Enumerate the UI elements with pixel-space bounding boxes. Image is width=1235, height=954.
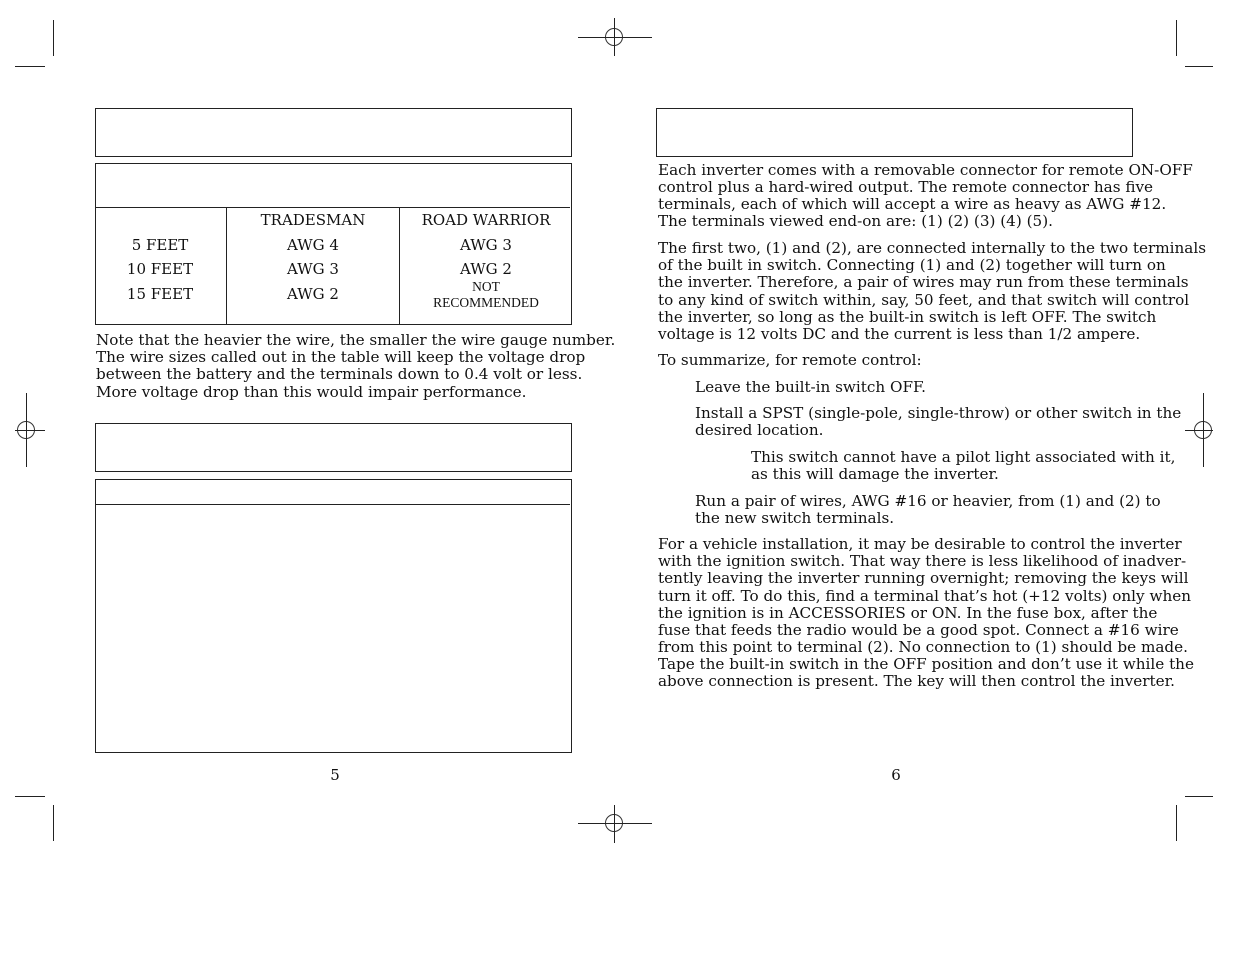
crop-mark bbox=[578, 37, 652, 38]
diagram-caption-divider bbox=[96, 504, 570, 505]
crop-mark bbox=[15, 66, 45, 67]
diagram-frame bbox=[95, 479, 572, 753]
note-line: Note that the heavier the wire, the smaller the wire gauge number. bbox=[96, 331, 616, 349]
paragraph-line: Install a SPST (single-pole, single-throw) or other switch in the bbox=[695, 404, 1182, 422]
table-cell-road-warrior: AWG 2 bbox=[460, 260, 512, 278]
crop-mark bbox=[53, 805, 54, 841]
table-cell-road-warrior: NOT RECOMMENDED bbox=[433, 279, 539, 310]
paragraph-line: Tape the built-in switch in the OFF position and don’t use it while the bbox=[658, 655, 1194, 673]
paragraph-line: as this will damage the inverter. bbox=[751, 465, 999, 483]
crop-mark bbox=[53, 20, 54, 56]
section-heading-box bbox=[95, 108, 572, 157]
paragraph-line: to any kind of switch within, say, 50 feet, and that switch will control bbox=[658, 291, 1190, 309]
paragraph-line: For a vehicle installation, it may be desirable to control the inverter bbox=[658, 535, 1182, 553]
column-header-tradesman: TRADESMAN bbox=[260, 211, 366, 229]
crop-mark bbox=[578, 823, 652, 824]
paragraph-line: Each inverter comes with a removable connector for remote ON-OFF bbox=[658, 161, 1193, 179]
wire-gauge-table bbox=[95, 163, 572, 325]
column-header-road-warrior: ROAD WARRIOR bbox=[421, 211, 551, 229]
paragraph-line: This switch cannot have a pilot light associated with it, bbox=[751, 448, 1176, 466]
crop-mark bbox=[1176, 20, 1177, 56]
step-leave-switch-off: Leave the built-in switch OFF. bbox=[695, 378, 926, 396]
paragraph-line: control plus a hard-wired output. The remote connector has five bbox=[658, 178, 1154, 196]
crop-mark bbox=[1185, 796, 1213, 797]
note-line: between the battery and the terminals down to 0.4 volt or less. bbox=[96, 365, 583, 383]
table-cell-road-warrior: AWG 3 bbox=[460, 236, 512, 254]
crop-mark bbox=[15, 430, 45, 431]
paragraph-line: voltage is 12 volts DC and the current is less than 1/2 ampere. bbox=[658, 325, 1141, 343]
paragraph-line: the inverter, so long as the built-in switch is left OFF. The switch bbox=[658, 308, 1157, 326]
table-cell-distance: 15 FEET bbox=[126, 285, 194, 303]
table-cell-tradesman: AWG 3 bbox=[287, 260, 339, 278]
paragraph-line: The terminals viewed end-on are: (1) (2) (3) (4) (5). bbox=[658, 212, 1053, 230]
crop-mark bbox=[1185, 66, 1213, 67]
page-number: 6 bbox=[891, 766, 901, 784]
crop-mark bbox=[1176, 805, 1177, 841]
page-number: 5 bbox=[330, 766, 340, 784]
paragraph-line: terminals, each of which will accept a wire as heavy as AWG #12. bbox=[658, 195, 1167, 213]
table-cell-distance: 10 FEET bbox=[126, 260, 194, 278]
paragraph-line: with the ignition switch. That way there is less likelihood of inadver- bbox=[658, 552, 1187, 570]
table-cell-tradesman: AWG 4 bbox=[287, 236, 339, 254]
crop-mark bbox=[614, 18, 615, 56]
paragraph-line: the inverter. Therefore, a pair of wires may run from these terminals bbox=[658, 273, 1189, 291]
table-header-divider bbox=[96, 207, 570, 208]
summary-intro: To summarize, for remote control: bbox=[658, 351, 922, 369]
section-heading-box bbox=[656, 108, 1133, 157]
paragraph-line: the new switch terminals. bbox=[695, 509, 895, 527]
paragraph-line: tently leaving the inverter running overnight; removing the keys will bbox=[658, 569, 1189, 587]
note-line: More voltage drop than this would impair performance. bbox=[96, 383, 527, 401]
paragraph-line: desired location. bbox=[695, 421, 824, 439]
note-line: The wire sizes called out in the table will keep the voltage drop bbox=[96, 348, 586, 366]
section-heading-box bbox=[95, 423, 572, 472]
crop-mark bbox=[1203, 393, 1204, 467]
paragraph-line: from this point to terminal (2). No connection to (1) should be made. bbox=[658, 638, 1188, 656]
crop-mark bbox=[614, 805, 615, 843]
table-cell-tradesman: AWG 2 bbox=[287, 285, 339, 303]
paragraph-line: of the built in switch. Connecting (1) and (2) together will turn on bbox=[658, 256, 1166, 274]
paragraph-line: the ignition is in ACCESSORIES or ON. In the fuse box, after the bbox=[658, 604, 1158, 622]
paragraph-line: Run a pair of wires, AWG #16 or heavier, from (1) and (2) to bbox=[695, 492, 1161, 510]
paragraph-line: The first two, (1) and (2), are connected internally to the two terminals bbox=[658, 239, 1207, 257]
crop-mark bbox=[15, 796, 45, 797]
paragraph-line: fuse that feeds the radio would be a good spot. Connect a #16 wire bbox=[658, 621, 1179, 639]
table-cell-distance: 5 FEET bbox=[131, 236, 189, 254]
paragraph-line: above connection is present. The key will then control the inverter. bbox=[658, 672, 1176, 690]
paragraph-line: turn it off. To do this, find a terminal that’s hot (+12 volts) only when bbox=[658, 587, 1191, 605]
crop-mark bbox=[26, 393, 27, 467]
crop-mark bbox=[1185, 430, 1213, 431]
